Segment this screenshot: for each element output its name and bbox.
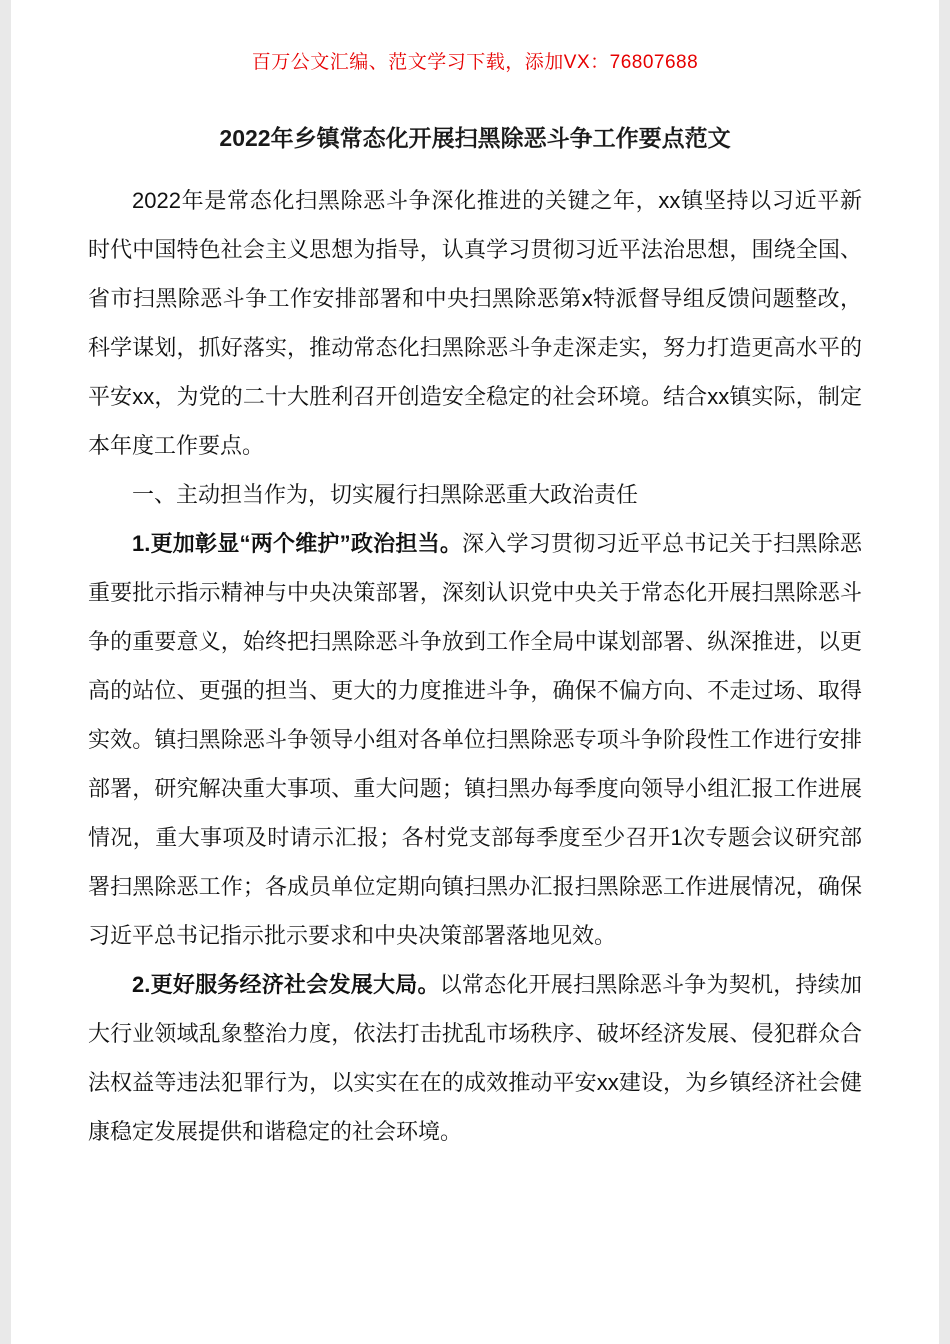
bold-text-run: 1.更加彰显“两个维护”政治担当。 — [132, 531, 463, 556]
text-run: 以常态化开展扫黑除恶斗争为契机，持续加大行业领域乱象整治力度，依法打击扰乱市场秩序、破坏经济发展、侵犯群众合法权益等违法犯罪行为，以实实在在的成效推动平安xx建设，为乡镇经济社会健康稳定发展提供和谐稳定的社会环境。 — [88, 972, 862, 1144]
text-run: 一、主动担当作为，切实履行扫黑除恶重大政治责任 — [132, 482, 639, 507]
text-run: 深入学习贯彻习近平总书记关于扫黑除恶重要批示指示精神与中央决策部署，深刻认识党中央关于常态化开展扫黑除恶斗争的重要意义，始终把扫黑除恶斗争放到工作全局中谋划部署、纵深推进，以更高的站位、更强的担当、更大的力度推进斗争，确保不偏方向、不走过场、取得实效。镇扫黑除恶斗争领导小组对各单位扫黑除恶专项斗争阶段性工作进行安排部署，研究解决重大事项、重大问题；镇扫黑办每季度向领导小组汇报工作进展情况，重大事项及时请示汇报；各村党支部每季度至少召开1次专题会议研究部署扫黑除恶工作；各成员单位定期向镇扫黑办汇报扫黑除恶工作进展情况，确保习近平总书记指示批示要求和中央决策部署落地见效。 — [88, 531, 862, 948]
bold-text-run: 2.更好服务经济社会发展大局。 — [132, 972, 440, 997]
intro-paragraph — [88, 176, 862, 470]
document-paragraphs — [88, 176, 862, 1156]
document-title: 2022年乡镇常态化开展扫黑除恶斗争工作要点范文 — [219, 125, 731, 151]
section-heading-1 — [88, 470, 862, 519]
text-run: 2022年是常态化扫黑除恶斗争深化推进的关键之年，xx镇坚持以习近平新时代中国特色社会主义思想为指导，认真学习贯彻习近平法治思想，围绕全国、省市扫黑除恶斗争工作安排部署和中央扫黑除恶第x特派督导组反馈问题整改，科学谋划，抓好落实，推动常态化扫黑除恶斗争走深走实，努力打造更高水平的平安xx，为党的二十大胜利召开创造安全稳定的社会环境。结合xx镇实际，制定本年度工作要点。 — [88, 188, 862, 458]
point-1-paragraph — [88, 519, 862, 960]
point-2-paragraph — [88, 960, 862, 1156]
promo-notice: 百万公文汇编、范文学习下载，添加VX：76807688 — [251, 52, 699, 73]
